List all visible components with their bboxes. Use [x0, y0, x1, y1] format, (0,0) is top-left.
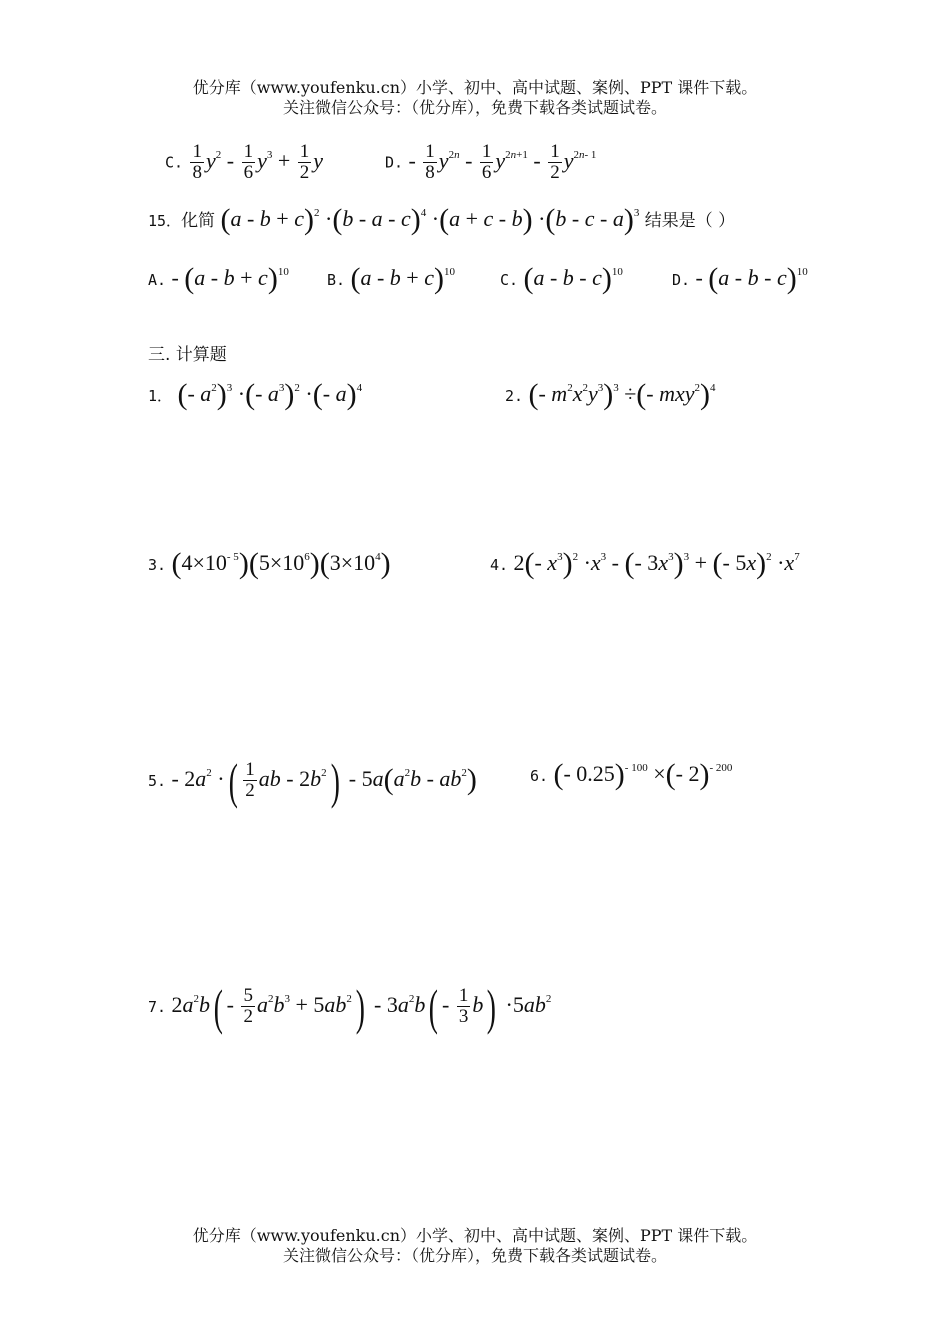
problem-number: 3. — [148, 556, 167, 574]
q15-stem — [148, 203, 735, 237]
option-label: B. — [327, 271, 346, 289]
math-expression: - $2a^2$ ·( $\frac{1}{2}$ ab - $2b^2) - 5a(a^2b - ab^2)$ — [171, 753, 477, 809]
q14-option-d — [385, 142, 596, 183]
problem-number: 6. — [530, 767, 549, 785]
problem-number: 5. — [148, 772, 167, 790]
math-expression: $(a - b + c)^{10}$ — [350, 262, 455, 295]
option-label: D. — [385, 153, 404, 172]
section-title: 三. 计算题 — [148, 345, 227, 365]
footer-line-1: 优分库（www.youfenku.cn）小学、初中、高中试题、案例、PPT 课件下载。 — [192, 1226, 758, 1245]
option-label: C. — [165, 153, 184, 172]
math-expression: $(4\times 10^{- 5})(5\times 10^6)(3\times 10^4)$ — [171, 547, 391, 580]
q15-option-c — [500, 262, 623, 296]
problem-number: 2. — [505, 387, 524, 405]
q14-option-c — [165, 142, 323, 183]
math-expression: (a - b - c)$^{10}$ — [523, 262, 623, 295]
question-suffix: 结果是（ ） — [644, 211, 736, 231]
math-expression: - (a - b - c)$^{10}$ — [695, 262, 808, 295]
question-prefix: 化简 — [181, 211, 216, 231]
math-expression: $2a^2b$( - $\frac{5}{2}$ $a^2b^3 + 5ab^2) - 3a^2b$( - $\frac{1}{3}$ $b) \cdot 5ab^2$ — [171, 979, 552, 1035]
q15-option-d — [672, 262, 808, 296]
q15-option-b — [327, 262, 455, 296]
problem-7 — [148, 978, 551, 1036]
math-expression: (- 0.25)$^{- 100}$ ×(- 2)$^{- 200}$ — [553, 758, 733, 791]
math-expression: 2(- $x^3)^2 \cdot x^3$ - (- $3x^3)^3$ + (- $5x)^2 \cdot x^7$ — [513, 547, 800, 580]
math-expression: (- $m^2x^2y^3)^3$ ÷(- mxy$^2$)$^4$ — [528, 378, 716, 411]
problem-4 — [490, 547, 800, 581]
math-expression: - $\frac{1}{8}$ $y^{2n}$ - $\frac{1}{6}$ $y^{2n+1}$ - $\frac{1}{2}$ $y^{2n- 1}$ — [408, 141, 597, 183]
math-expression: $(a - b + c)^2 \cdot(b - a - c)^4 \cdot(a + c - b) \cdot(b - c - a)^3$ — [220, 203, 640, 236]
problem-number: 7. — [148, 998, 167, 1016]
option-label: A. — [148, 271, 167, 289]
header-line-1: 优分库（www.youfenku.cn）小学、初中、高中试题、案例、PPT 课件下载。 — [192, 78, 758, 97]
question-number: 15． — [148, 212, 182, 230]
q15-option-a — [148, 262, 289, 296]
option-label: C. — [500, 271, 519, 289]
problem-3 — [148, 547, 391, 581]
problem-5 — [148, 752, 477, 810]
math-expression: - $(a - b + c)^{10}$ — [171, 262, 289, 295]
problem-2 — [505, 378, 716, 412]
problem-number: 1． — [148, 387, 173, 405]
problem-1 — [148, 378, 362, 412]
option-label: D. — [672, 271, 691, 289]
problem-number: 4. — [490, 556, 509, 574]
math-expression: (- $a^2)^3$ ·(- $a^3)^2$ ·(- a)$^4$ — [177, 378, 363, 411]
math-expression: $\frac{1}{8}$ $y^2$ - $\frac{1}{6}$ $y^3$ + $\frac{1}{2}$ y — [192, 141, 324, 183]
footer-line-2: 关注微信公众号：（优分库），免费下载各类试题试卷。 — [282, 1246, 667, 1265]
problem-6 — [530, 758, 732, 792]
header-line-2: 关注微信公众号：（优分库），免费下载各类试题试卷。 — [282, 98, 667, 117]
